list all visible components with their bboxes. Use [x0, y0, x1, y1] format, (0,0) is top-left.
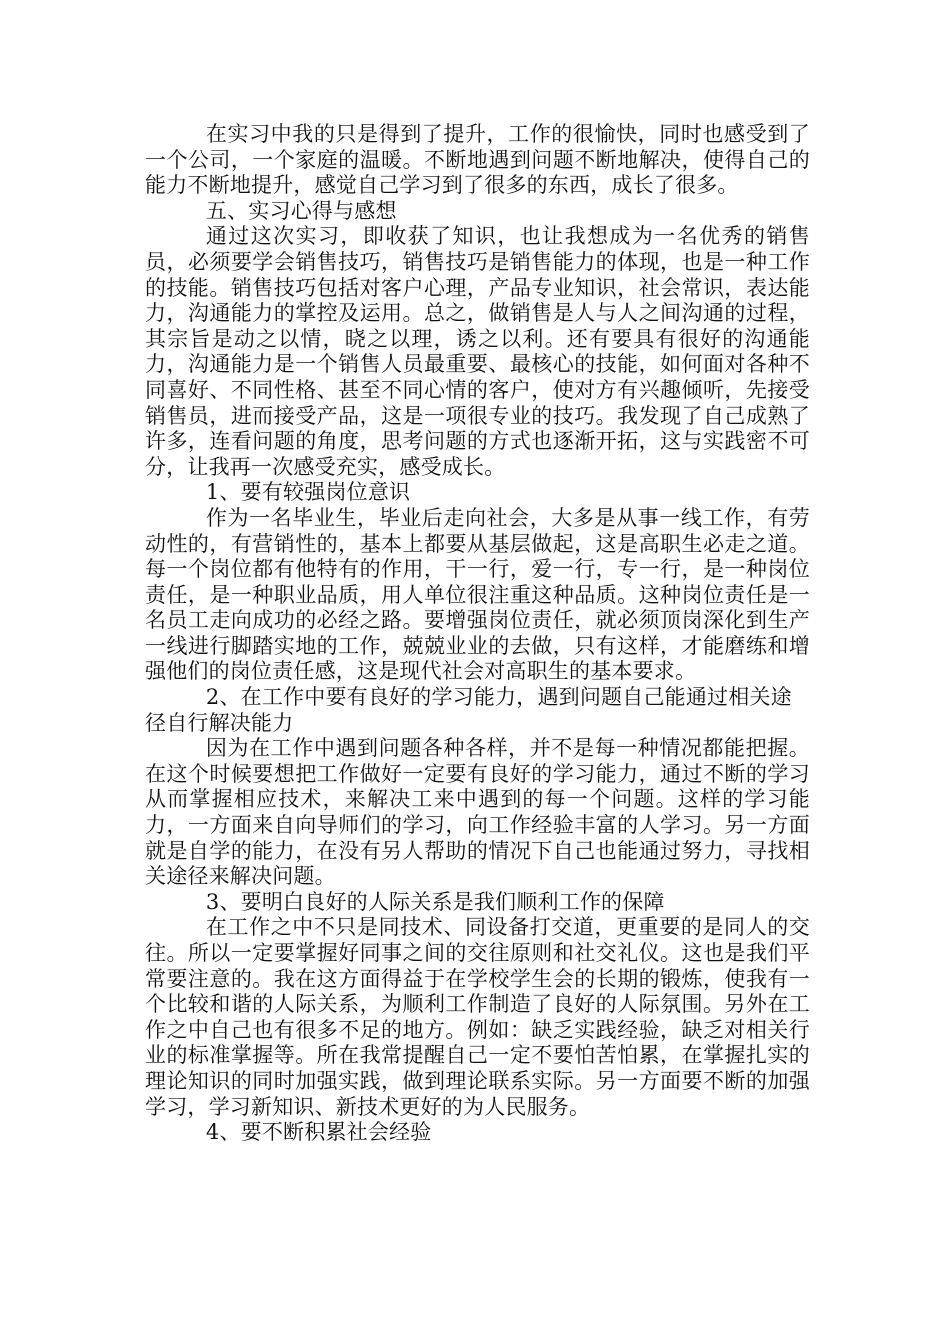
- paragraph-learning-ability: 因为在工作中遇到问题各种各样，并不是每一种情况都能把握。在这个时候要想把工作做好一定要有良好的学习能力，通过不断的学习从而掌握相应技术，来解决工来中遇到的每一个问题。这样的学习能力，一方面来自向导师们的学习，向工作经验丰富的人学习。另一方面就是自学的能力，在没有另人帮助的情况下自己也能通过努力，寻找相关途径来解决问题。: [145, 736, 810, 889]
- section-heading-reflections: 五、实习心得与感想: [205, 198, 397, 223]
- paragraph-job-awareness: 作为一名毕业生，毕业后走向社会，大多是从事一线工作，有劳动性的，有营销性的，基本上都要从基层做起，这是高职生必走之道。每一个岗位都有他特有的作用，干一行，爱一行，专一行，是一种岗位责任，是一种职业品质，用人单位很注重这种品质。这种岗位责任是一名员工走向成功的必经之路。要增强岗位责任，就必须顶岗深化到生产一线进行脚踏实地的工作，兢兢业业的去做，只有这样，才能磨练和增强他们的岗位责任感，这是现代社会对高职生的基本要求。: [145, 505, 810, 684]
- subheading-learning-ability: 2、在工作中要有良好的学习能力，遇到问题自己能通过相关途径自行解决能力: [145, 685, 792, 735]
- paragraph-relationships: 在工作之中不只是同技术、同设备打交道，更重要的是同人的交往。所以一定要掌握好同事之间的交往原则和社交礼仪。这也是我们平常要注意的。我在这方面得益于在学校学生会的长期的锻炼，使我有一个比较和谐的人际关系，为顺利工作制造了良好的人际氛围。另外在工作之中自己也有很多不足的地方。例如：缺乏实践经验，缺乏对相关行业的标准掌握等。所在我常提醒自己一定不要怕苦怕累，在掌握扎实的理论知识的同时加强实践，做到理论联系实际。另一方面要不断的加强学习，学习新知识、新技术更好的为人民服务。: [145, 915, 810, 1119]
- document-body: [145, 122, 810, 1146]
- paragraph-sales-skills: 通过这次实习，即收获了知识，也让我想成为一名优秀的销售员，必须要学会销售技巧，销售技巧是销售能力的体现，也是一种工作的技能。销售技巧包括对客户心理，产品专业知识，社会常识，表达能力，沟通能力的掌控及运用。总之，做销售是人与人之间沟通的过程，其宗旨是动之以情，晓之以理，诱之以利。还有要具有很好的沟通能力，沟通能力是一个销售人员最重要、最核心的技能，如何面对各种不同喜好、不同性格、甚至不同心情的客户，使对方有兴趣倾听，先接受销售员，进而接受产品，这是一项很专业的技巧。我发现了自己成熟了许多，连看问题的角度，思考问题的方式也逐渐开拓，这与实践密不可分，让我再一次感受充实，感受成长。: [145, 224, 810, 479]
- subheading-relationships: 3、要明白良好的人际关系是我们顺利工作的保障: [205, 889, 665, 914]
- subheading-social-experience: 4、要不断积累社会经验: [205, 1120, 432, 1145]
- subheading-job-awareness: 1、要有较强岗位意识: [205, 480, 411, 505]
- paragraph-growth: 在实习中我的只是得到了提升，工作的很愉快，同时也感受到了一个公司，一个家庭的温暖。不断地遇到问题不断地解决，使得自己的能力不断地提升，感觉自己学习到了很多的东西，成长了很多。: [145, 122, 810, 198]
